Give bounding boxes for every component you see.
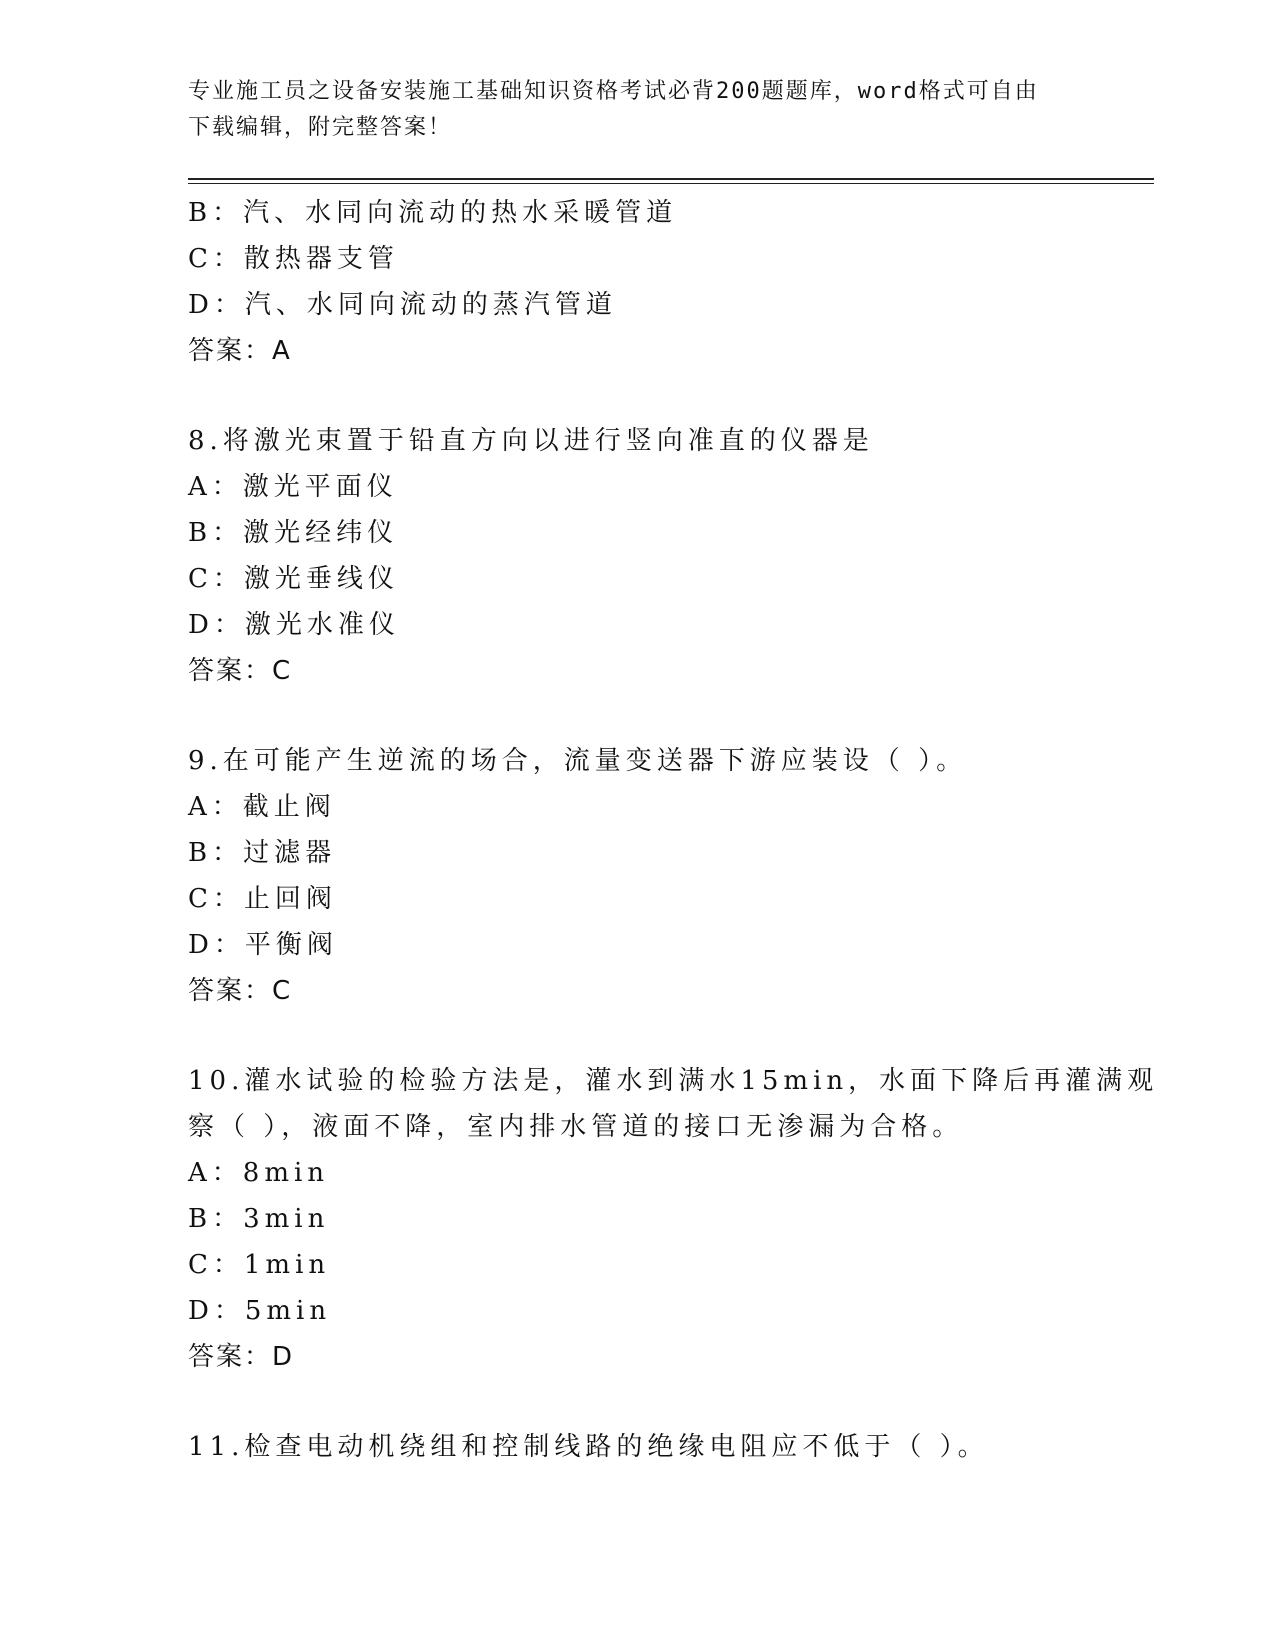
q10-title-line-2: 察（ ），液面不降，室内排水管道的接口无渗漏为合格。: [188, 1112, 964, 1142]
q11-title: 11.检查电动机绕组和控制线路的绝缘电阻应不低于（ ）。: [188, 1432, 989, 1462]
question-11: [188, 1424, 1088, 1470]
header-line-2: 下载编辑，附完整答案！: [188, 115, 453, 140]
spacer: [188, 694, 1088, 738]
q8-option-c: C：激光垂线仪: [188, 564, 399, 594]
header-divider-thick: [188, 178, 1154, 180]
q9-option-d: D：平衡阀: [188, 930, 338, 960]
spacer: [188, 374, 1088, 418]
document-header: [188, 74, 1068, 146]
q7-answer: 答案：A: [188, 336, 292, 366]
question-list: [188, 190, 1159, 1470]
q8-title: 8.将激光束置于铅直方向以进行竖向准直的仪器是: [188, 426, 874, 456]
q10-answer: 答案：D: [188, 1342, 295, 1372]
q10-option-c: C：1min: [188, 1250, 331, 1280]
q9-title: 9.在可能产生逆流的场合，流量变送器下游应装设（ ）。: [188, 746, 968, 776]
question-9: [188, 738, 1088, 1014]
header-line-1: 专业施工员之设备安装施工基础知识资格考试必背200题题库，word格式可自由: [188, 79, 1039, 104]
question-8: [188, 418, 1088, 694]
q7-option-c: C：散热器支管: [188, 244, 399, 274]
q9-option-a: A：截止阀: [188, 792, 336, 822]
q8-option-d: D：激光水准仪: [188, 610, 400, 640]
spacer: [188, 1380, 1088, 1424]
q10-option-a: A：8min: [188, 1158, 330, 1188]
q9-answer: 答案：C: [188, 976, 293, 1006]
q7-option-d: D：汽、水同向流动的蒸汽管道: [188, 290, 617, 320]
header-divider-thin: [188, 183, 1154, 184]
question-7: [188, 190, 1088, 374]
q9-option-c: C：止回阀: [188, 884, 337, 914]
q10-option-b: B：3min: [188, 1204, 330, 1234]
q9-option-b: B：过滤器: [188, 838, 337, 868]
q10-title-line-1: 10.灌水试验的检验方法是，灌水到满水15min，水面下降后再灌满观: [188, 1066, 1159, 1096]
q8-option-b: B：激光经纬仪: [188, 518, 399, 548]
q10-option-d: D：5min: [188, 1296, 332, 1326]
question-10: [188, 1058, 1159, 1380]
spacer: [188, 1014, 1088, 1058]
q8-answer: 答案：C: [188, 656, 293, 686]
q8-option-a: A：激光平面仪: [188, 472, 398, 502]
q7-option-b: B：汽、水同向流动的热水采暖管道: [188, 198, 678, 228]
